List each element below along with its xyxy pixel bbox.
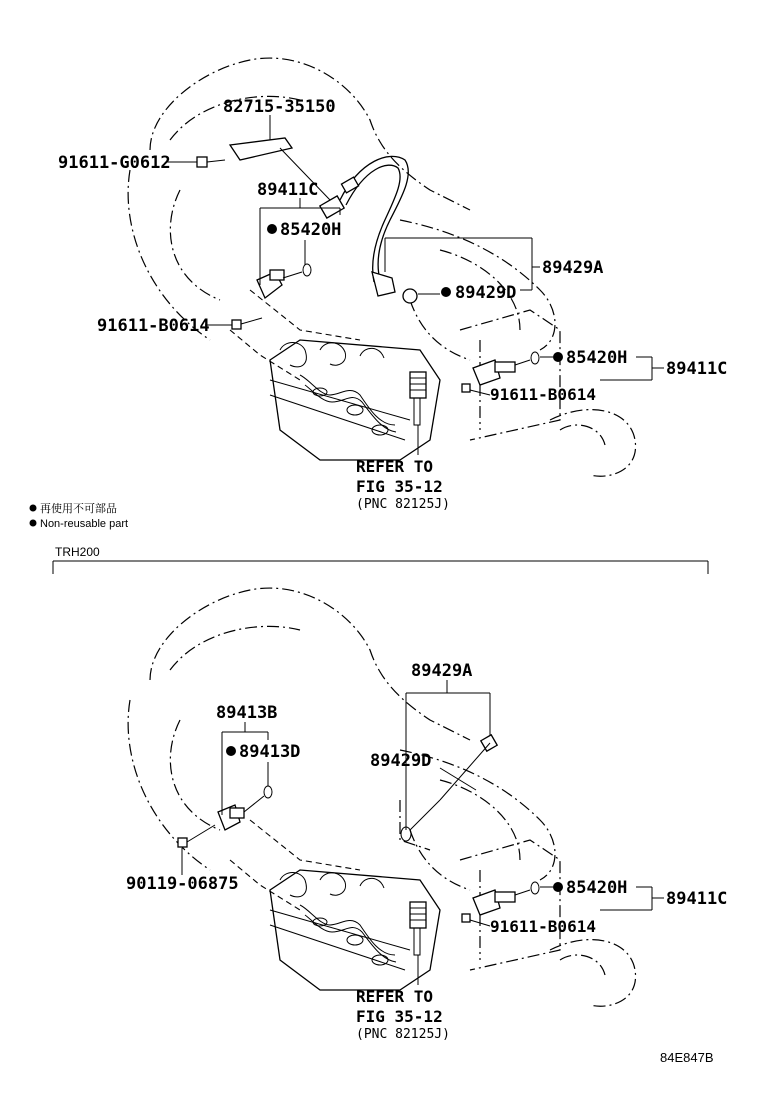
label-90119-06875[interactable]: 90119-06875 — [126, 874, 239, 894]
refer-line-2-bottom: FIG 35-12 — [356, 1007, 443, 1026]
refer-line-2-top: FIG 35-12 — [356, 477, 443, 496]
label-89429D-bottom[interactable]: 89429D — [370, 751, 432, 771]
non-reusable-marker — [441, 287, 451, 297]
non-reusable-marker — [553, 882, 563, 892]
refer-line-3-top: (PNC 82125J) — [356, 497, 450, 512]
variant-divider — [53, 545, 708, 574]
legend-item-japanese: 再使用不可部品 — [40, 503, 117, 515]
label-91611-G0612[interactable]: 91611-G0612 — [58, 153, 171, 173]
label-89411C-top-left[interactable]: 89411C — [257, 180, 319, 200]
non-reusable-marker — [226, 746, 236, 756]
refer-line-3-bottom: (PNC 82125J) — [356, 1027, 450, 1042]
label-91611-B0614-bottom[interactable]: 91611-B0614 — [490, 917, 596, 936]
label-89413D[interactable]: 89413D — [239, 742, 301, 762]
label-89411C-bottom[interactable]: 89411C — [666, 889, 728, 909]
label-89429A-top[interactable]: 89429A — [542, 258, 604, 278]
label-85420H-top-right[interactable]: 85420H — [566, 348, 628, 368]
refer-line-1-bottom: REFER TO — [356, 987, 434, 1006]
legend-item-english: Non-reusable part — [40, 518, 129, 530]
label-85420H-top-left[interactable]: 85420H — [280, 220, 342, 240]
label-89429D-top[interactable]: 89429D — [455, 283, 517, 303]
bottom-assembly-drawing — [128, 588, 635, 1006]
label-89429A-bottom[interactable]: 89429A — [411, 661, 473, 681]
label-89411C-top-right[interactable]: 89411C — [666, 359, 728, 379]
label-82715-35150[interactable]: 82715-35150 — [223, 97, 336, 117]
refer-line-1-top: REFER TO — [356, 457, 434, 476]
non-reusable-marker — [267, 224, 277, 234]
non-reusable-marker — [553, 352, 563, 362]
label-89413B[interactable]: 89413B — [216, 703, 278, 723]
label-85420H-bottom[interactable]: 85420H — [566, 878, 628, 898]
label-91611-B0614-top-left[interactable]: 91611-B0614 — [97, 316, 210, 336]
label-91611-B0614-top-right[interactable]: 91611-B0614 — [490, 385, 596, 404]
figure-code: 84E847B — [660, 1050, 714, 1065]
legend — [30, 501, 129, 530]
variant-label: TRH200 — [55, 545, 100, 559]
